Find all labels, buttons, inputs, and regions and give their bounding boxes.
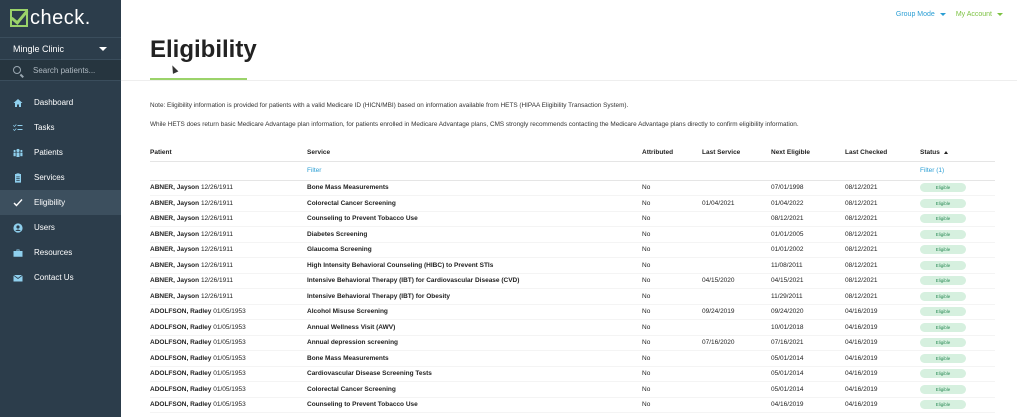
- search-icon: [13, 66, 21, 74]
- header-patient[interactable]: Patient: [150, 145, 307, 161]
- next-eligible-cell: 09/24/2020: [771, 304, 845, 320]
- patient-dob: 01/05/1953: [213, 401, 246, 409]
- last-checked-cell: 08/12/2021: [845, 242, 920, 258]
- service-cell: Intensive Behavioral Therapy (IBT) for Cardiovascular Disease (CVD): [307, 273, 642, 289]
- patients-icon: [13, 148, 23, 158]
- next-eligible-cell: 11/08/2011: [771, 258, 845, 274]
- status-cell: [920, 366, 995, 382]
- table-row[interactable]: [150, 227, 995, 243]
- status-badge: Eligible: [920, 400, 966, 409]
- filter-row: [150, 161, 995, 180]
- next-eligible-cell: 04/16/2019: [771, 397, 845, 413]
- patient-name: ADOLFSON, Radley: [150, 401, 212, 409]
- patient-name: ABNER, Jayson: [150, 230, 200, 238]
- patient-cell[interactable]: [150, 351, 307, 367]
- status-badge: Eligible: [920, 354, 966, 363]
- status-cell: [920, 397, 995, 413]
- patient-cell[interactable]: [150, 382, 307, 398]
- table-row[interactable]: [150, 382, 995, 398]
- table-row[interactable]: [150, 258, 995, 274]
- service-cell: Bone Mass Measurements: [307, 351, 642, 367]
- patient-name: ABNER, Jayson: [150, 184, 200, 192]
- mail-icon: [13, 273, 23, 283]
- attributed-cell: No: [642, 242, 702, 258]
- patient-cell[interactable]: [150, 273, 307, 289]
- next-eligible-cell: 07/01/1998: [771, 180, 845, 196]
- patient-dob: 01/05/1953: [213, 354, 246, 362]
- last-checked-cell: 08/12/2021: [845, 196, 920, 212]
- status-badge: Eligible: [920, 323, 966, 332]
- last-service-cell: [702, 227, 771, 243]
- last-checked-cell: 08/12/2021: [845, 180, 920, 196]
- my-account-label: My Account: [955, 11, 992, 18]
- patient-dob: 01/05/1953: [213, 323, 246, 331]
- attributed-cell: No: [642, 397, 702, 413]
- last-checked-cell: 08/12/2021: [845, 258, 920, 274]
- eligibility-note: Note: Eligibility information is provided for patients with a valid Medicare ID (HICN/MBI) based on information available from HETS (HIPAA Eligibility Transaction System).: [150, 102, 629, 109]
- next-eligible-cell: 08/12/2021: [771, 211, 845, 227]
- last-service-cell: 09/24/2019: [702, 304, 771, 320]
- last-service-cell: 07/16/2020: [702, 335, 771, 351]
- next-eligible-cell: 04/15/2021: [771, 273, 845, 289]
- last-checked-cell: 08/12/2021: [845, 273, 920, 289]
- status-cell: [920, 180, 995, 196]
- attributed-cell: No: [642, 289, 702, 305]
- sidebar-item-label: Services: [34, 173, 65, 182]
- service-cell: Diabetes Screening: [307, 227, 642, 243]
- patient-name: ABNER, Jayson: [150, 215, 200, 223]
- sidebar-item-patients[interactable]: [0, 140, 121, 165]
- last-checked-cell: 04/16/2019: [845, 397, 920, 413]
- status-cell: [920, 351, 995, 367]
- medicare-advantage-note: While HETS does return basic Medicare Advantage plan information, for patients enrolled in Medicare Advantage plans, CMS strongly recommends contacting the Medicare Advantage plans directly to confirm eligibility information.: [150, 121, 799, 128]
- table-row[interactable]: [150, 335, 995, 351]
- patient-cell[interactable]: [150, 366, 307, 382]
- last-checked-cell: 08/12/2021: [845, 211, 920, 227]
- last-checked-cell: 04/16/2019: [845, 320, 920, 336]
- last-service-cell: [702, 366, 771, 382]
- patient-name: ADOLFSON, Radley: [150, 339, 212, 347]
- user-icon: [13, 223, 23, 233]
- status-cell: [920, 382, 995, 398]
- header-divider: [121, 80, 1017, 81]
- table-row[interactable]: [150, 211, 995, 227]
- last-checked-cell: 04/16/2019: [845, 366, 920, 382]
- patient-cell[interactable]: [150, 196, 307, 212]
- service-cell: Alcohol Misuse Screening: [307, 304, 642, 320]
- last-checked-cell: 04/16/2019: [845, 335, 920, 351]
- status-badge: Eligible: [920, 183, 966, 192]
- sidebar-item-label: Eligibility: [34, 198, 66, 207]
- patient-cell[interactable]: [150, 227, 307, 243]
- status-cell: [920, 242, 995, 258]
- patient-name: ADOLFSON, Radley: [150, 308, 212, 316]
- attributed-cell: No: [642, 320, 702, 336]
- last-checked-cell: 08/12/2021: [845, 227, 920, 243]
- patient-dob: 12/26/1911: [200, 230, 233, 238]
- sidebar-item-eligibility[interactable]: [0, 190, 121, 215]
- checkmark-icon: [13, 198, 23, 208]
- next-eligible-cell: 01/01/2002: [771, 242, 845, 258]
- header-last-checked[interactable]: Last Checked: [845, 145, 920, 161]
- attributed-cell: No: [642, 351, 702, 367]
- last-service-cell: 01/04/2021: [702, 196, 771, 212]
- attributed-cell: No: [642, 366, 702, 382]
- attributed-cell: No: [642, 273, 702, 289]
- status-cell: [920, 273, 995, 289]
- status-cell: [920, 289, 995, 305]
- attributed-cell: No: [642, 335, 702, 351]
- patient-dob: 01/05/1953: [213, 308, 246, 316]
- last-service-cell: [702, 289, 771, 305]
- attributed-cell: No: [642, 258, 702, 274]
- sidebar-item-label: Users: [34, 223, 55, 232]
- last-checked-cell: 04/16/2019: [845, 382, 920, 398]
- status-cell: [920, 258, 995, 274]
- patient-cell[interactable]: [150, 397, 307, 413]
- sidebar-nav: [0, 90, 121, 290]
- last-service-cell: [702, 211, 771, 227]
- service-filter-link[interactable]: Filter: [307, 161, 642, 180]
- status-badge: Eligible: [920, 338, 966, 347]
- status-cell: [920, 227, 995, 243]
- last-checked-cell: 08/12/2021: [845, 289, 920, 305]
- status-cell: [920, 211, 995, 227]
- logo-text: check.: [30, 6, 91, 29]
- header-last-service[interactable]: Last Service: [702, 145, 771, 161]
- patient-name: ADOLFSON, Radley: [150, 385, 212, 393]
- sidebar-item-label: Dashboard: [34, 98, 74, 107]
- table-row[interactable]: [150, 289, 995, 305]
- next-eligible-cell: 05/01/2014: [771, 351, 845, 367]
- logo-checkmark-icon: [10, 9, 28, 27]
- service-cell: Cardiovascular Disease Screening Tests: [307, 366, 642, 382]
- patient-cell[interactable]: [150, 320, 307, 336]
- table-row[interactable]: [150, 273, 995, 289]
- service-cell: Colorectal Cancer Screening: [307, 196, 642, 212]
- patient-search[interactable]: [0, 59, 121, 81]
- patient-dob: 12/26/1911: [200, 292, 233, 300]
- attributed-cell: No: [642, 211, 702, 227]
- status-badge: Eligible: [920, 292, 966, 301]
- patient-name: ABNER, Jayson: [150, 292, 200, 300]
- my-account-menu[interactable]: [956, 11, 1003, 18]
- status-cell: [920, 304, 995, 320]
- status-badge: Eligible: [920, 230, 966, 239]
- patient-cell[interactable]: [150, 335, 307, 351]
- next-eligible-cell: 05/01/2014: [771, 366, 845, 382]
- service-cell: Counseling to Prevent Tobacco Use: [307, 211, 642, 227]
- sort-ascending-icon: [944, 151, 948, 154]
- patient-cell[interactable]: [150, 289, 307, 305]
- status-badge: Eligible: [920, 276, 966, 285]
- caret-down-icon: [997, 13, 1003, 16]
- next-eligible-cell: 07/16/2021: [771, 335, 845, 351]
- sidebar-item-label: Tasks: [34, 123, 55, 132]
- table-row[interactable]: [150, 366, 995, 382]
- attributed-cell: No: [642, 180, 702, 196]
- patient-dob: 12/26/1911: [200, 277, 233, 285]
- table-row[interactable]: [150, 196, 995, 212]
- next-eligible-cell: 10/01/2018: [771, 320, 845, 336]
- group-mode-menu[interactable]: [896, 11, 946, 18]
- last-service-cell: [702, 397, 771, 413]
- patient-name: ABNER, Jayson: [150, 199, 200, 207]
- patient-name: ABNER, Jayson: [150, 277, 200, 285]
- table-body: [150, 180, 995, 413]
- service-cell: Annual depression screening: [307, 335, 642, 351]
- page-title: Eligibility: [150, 36, 257, 63]
- attributed-cell: No: [642, 382, 702, 398]
- patient-dob: 12/26/1911: [200, 261, 233, 269]
- patient-cell[interactable]: [150, 304, 307, 320]
- caret-down-icon: [940, 13, 946, 16]
- last-service-cell: [702, 242, 771, 258]
- patient-name: ABNER, Jayson: [150, 261, 200, 269]
- eligibility-table: [150, 145, 995, 413]
- caret-down-icon: [99, 47, 107, 51]
- status-cell: [920, 320, 995, 336]
- sidebar: [0, 0, 121, 417]
- next-eligible-cell: 01/04/2022: [771, 196, 845, 212]
- group-mode-label: Group Mode: [895, 11, 935, 18]
- mouse-cursor-icon: [170, 64, 179, 74]
- attributed-cell: No: [642, 227, 702, 243]
- last-checked-cell: 04/16/2019: [845, 351, 920, 367]
- clinic-name: Mingle Clinic: [13, 43, 65, 54]
- status-badge: Eligible: [920, 307, 966, 316]
- sidebar-item-contact-us[interactable]: [0, 265, 121, 290]
- last-checked-cell: 04/16/2019: [845, 304, 920, 320]
- last-service-cell: [702, 382, 771, 398]
- search-patients-input[interactable]: [33, 66, 113, 75]
- header-next-eligible[interactable]: Next Eligible: [771, 145, 845, 161]
- table-row[interactable]: [150, 397, 995, 413]
- clipboard-icon: [13, 173, 23, 183]
- status-cell: [920, 335, 995, 351]
- top-bar: [896, 11, 1003, 18]
- status-filter-link[interactable]: Filter (1): [920, 161, 995, 180]
- sidebar-item-resources[interactable]: [0, 240, 121, 265]
- app-logo[interactable]: [0, 0, 121, 36]
- service-cell: Intensive Behavioral Therapy (IBT) for Obesity: [307, 289, 642, 305]
- table-row[interactable]: [150, 351, 995, 367]
- home-icon: [13, 98, 23, 108]
- status-badge: Eligible: [920, 245, 966, 254]
- patient-dob: 12/26/1911: [200, 246, 233, 254]
- patient-dob: 01/05/1953: [213, 385, 246, 393]
- status-badge: Eligible: [920, 261, 966, 270]
- service-cell: High Intensity Behavioral Counseling (HIBC) to Prevent STIs: [307, 258, 642, 274]
- status-badge: Eligible: [920, 214, 966, 223]
- last-service-cell: [702, 320, 771, 336]
- sidebar-item-label: Contact Us: [34, 273, 74, 282]
- patient-cell[interactable]: [150, 211, 307, 227]
- sidebar-item-label: Resources: [34, 248, 73, 257]
- last-service-cell: [702, 258, 771, 274]
- sidebar-item-users[interactable]: [0, 215, 121, 240]
- patient-dob: 12/26/1911: [200, 215, 233, 223]
- patient-name: ADOLFSON, Radley: [150, 354, 212, 362]
- header-status[interactable]: [920, 145, 995, 161]
- last-service-cell: 04/15/2020: [702, 273, 771, 289]
- clinic-selector[interactable]: [0, 37, 121, 59]
- next-eligible-cell: 11/29/2011: [771, 289, 845, 305]
- service-cell: Bone Mass Measurements: [307, 180, 642, 196]
- status-badge: Eligible: [920, 199, 966, 208]
- table-row[interactable]: [150, 320, 995, 336]
- tasks-icon: [13, 123, 23, 133]
- status-badge: Eligible: [920, 369, 966, 378]
- patient-cell[interactable]: [150, 242, 307, 258]
- next-eligible-cell: 05/01/2014: [771, 382, 845, 398]
- sidebar-item-dashboard[interactable]: [0, 90, 121, 115]
- attributed-cell: No: [642, 196, 702, 212]
- patient-cell[interactable]: [150, 258, 307, 274]
- attributed-cell: No: [642, 304, 702, 320]
- service-cell: Counseling to Prevent Tobacco Use: [307, 397, 642, 413]
- table-header-row: [150, 145, 995, 161]
- sidebar-item-tasks[interactable]: [0, 115, 121, 140]
- status-cell: [920, 196, 995, 212]
- next-eligible-cell: 01/01/2005: [771, 227, 845, 243]
- service-cell: Colorectal Cancer Screening: [307, 382, 642, 398]
- header-attributed[interactable]: Attributed: [642, 145, 702, 161]
- patient-dob: 12/26/1911: [200, 199, 233, 207]
- status-badge: Eligible: [920, 385, 966, 394]
- last-service-cell: [702, 351, 771, 367]
- header-service[interactable]: Service: [307, 145, 642, 161]
- service-cell: Annual Wellness Visit (AWV): [307, 320, 642, 336]
- sidebar-item-services[interactable]: [0, 165, 121, 190]
- patient-dob: 01/05/1953: [213, 370, 246, 378]
- table-row[interactable]: [150, 242, 995, 258]
- patient-name: ADOLFSON, Radley: [150, 370, 212, 378]
- header-status-label: Status: [920, 149, 940, 157]
- table-row[interactable]: [150, 304, 995, 320]
- table-row[interactable]: [150, 180, 995, 196]
- patient-name: ADOLFSON, Radley: [150, 323, 212, 331]
- patient-cell[interactable]: [150, 180, 307, 196]
- patient-dob: 01/05/1953: [213, 339, 246, 347]
- briefcase-icon: [13, 248, 23, 258]
- patient-dob: 12/26/1911: [200, 184, 233, 192]
- sidebar-item-label: Patients: [34, 148, 63, 157]
- patient-name: ABNER, Jayson: [150, 246, 200, 254]
- last-service-cell: [702, 180, 771, 196]
- service-cell: Glaucoma Screening: [307, 242, 642, 258]
